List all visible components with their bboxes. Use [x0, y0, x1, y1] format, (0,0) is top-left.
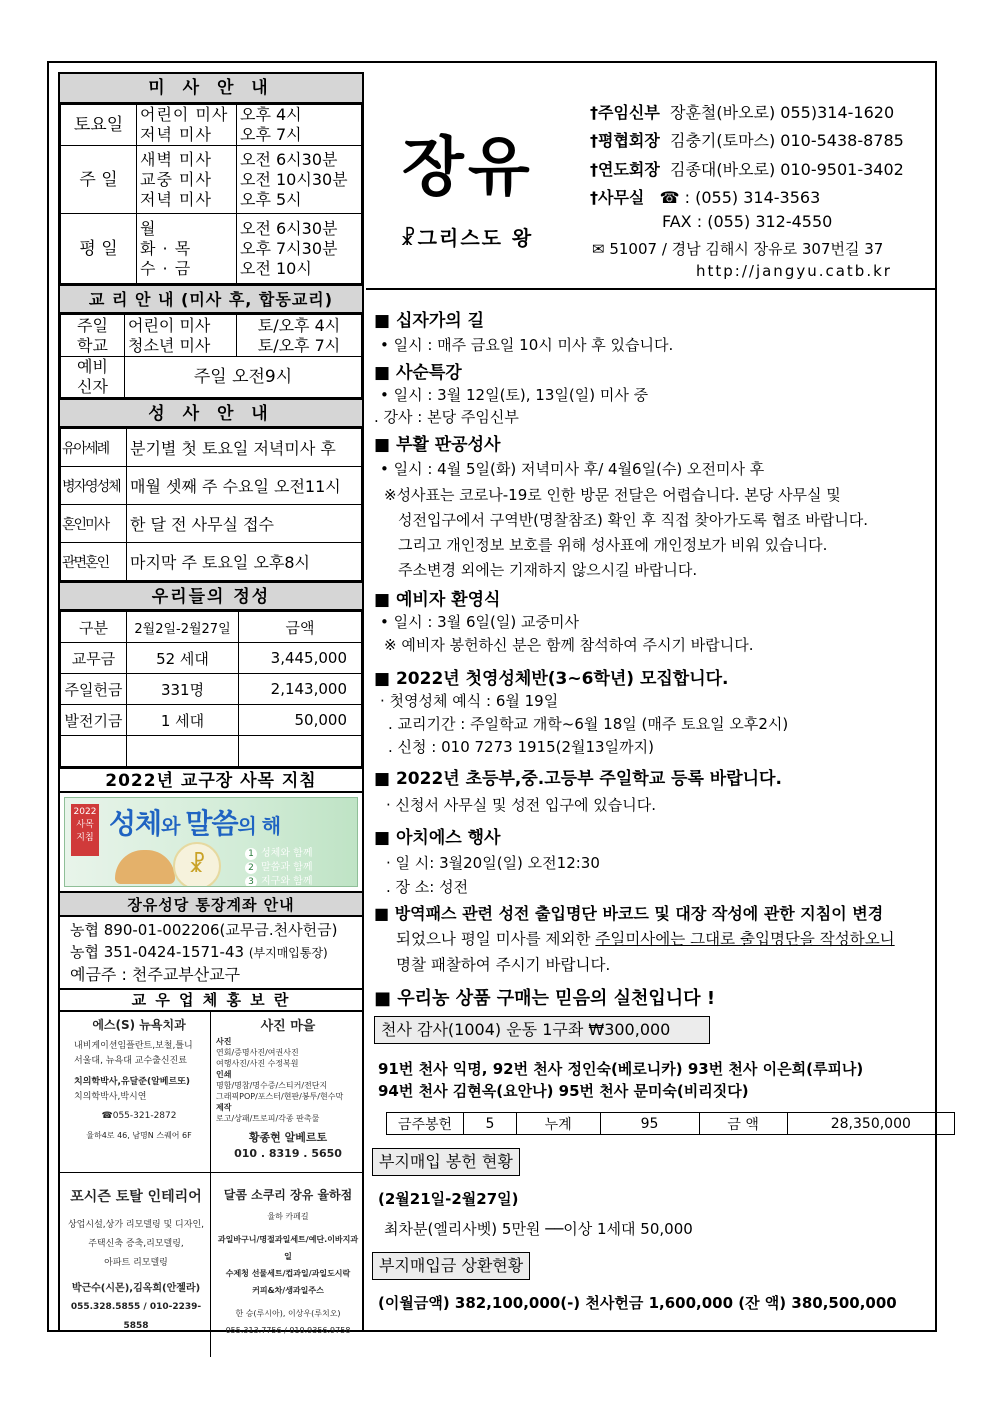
ad-dental: 에스(S) 뉴욕치과 내비게이션임플란트,보철,틀니 서울대, 뉴욕대 교수출신진료 치의학박사,유달준(알베르또) 치의학박사,박시연 ☎055-321-2872 율하4로 46, 남명N 스퀘어 6F	[74, 1018, 193, 1140]
edu-time: 토/오후 7시	[257, 335, 341, 355]
contact-role: †연도회장	[590, 160, 660, 179]
notice-heading: ■ 방역패스 관련 성전 출입명단 바코드 및 대장 작성에 관한 지침이 변경	[374, 904, 884, 923]
notice-text: · 첫영성체 예식 : 6월 19일	[380, 692, 559, 710]
notice-emphasis: 주일미사에는 그대로 출입명단을 작성하오니	[595, 930, 895, 948]
offering-cell: 주일헌금	[61, 674, 127, 705]
offering-cell: 50,000	[239, 705, 362, 736]
notice-text: . 강사 : 본당 주임신부	[374, 408, 519, 426]
pastoral-item: 지구와 함께	[261, 876, 313, 887]
mass-time: 오후 7시	[240, 125, 302, 144]
angel-donors: 91번 천사 익명, 92번 천사 정인숙(베로니카) 93번 천사 이은희(루피나)	[378, 1060, 864, 1078]
offering-cell	[239, 736, 362, 767]
offering-cell	[61, 736, 127, 767]
notice-heading: ■ 우리농 상품 구매는 믿음의 실천입니다 !	[374, 988, 716, 1009]
year-tag: 2022 사목 지침	[71, 804, 99, 856]
ads-section	[60, 1012, 362, 1357]
mass-time: 오후 7시30분	[240, 238, 338, 258]
sacrament-value: 마지막 주 토요일 오후8시	[127, 543, 362, 581]
land-donors: 최차분(엘리사벳) 5만원 ──이상 1세대 50,000	[384, 1220, 693, 1238]
offering-cell: 발전기금	[61, 705, 127, 736]
notice-heading: ■ 예비자 환영식	[374, 590, 501, 610]
offering-table	[60, 611, 362, 767]
notice-text: • 일시 : 매주 금요일 10시 미사 후 있습니다.	[380, 336, 674, 354]
land-period: (2월21일-2월27일)	[378, 1190, 519, 1208]
sacrament-value: 한 달 전 사무실 접수	[127, 505, 362, 543]
edu-key: 주일 학교	[61, 315, 125, 357]
mass-item: 어린이 미사	[140, 105, 229, 124]
sacrament-value: 매월 셋째 주 수요일 오전11시	[127, 467, 362, 505]
angel-cell: 5	[464, 1113, 517, 1135]
offering-cell: 331명	[127, 674, 239, 705]
pastoral-title: 2022년 교구장 사목 지침	[60, 767, 362, 793]
sacrament-key: 유아세례	[61, 429, 127, 467]
angel-cell: 95	[600, 1113, 699, 1135]
angel-cell: 금주봉헌	[387, 1113, 464, 1135]
angel-cell: 28,350,000	[787, 1113, 954, 1135]
contact-role: †평협회장	[590, 131, 660, 150]
notice-heading: ■ 2022년 초등부,중.고등부 주일학교 등록 바랍니다.	[374, 769, 782, 789]
left-column	[58, 72, 364, 1335]
mass-item: 교중 미사	[140, 169, 212, 189]
edu-key: 예비 신자	[61, 357, 125, 398]
notice-text: 되었으나 평일 미사를 제외한	[396, 930, 596, 948]
sacrament-title: 성 사 안 내	[60, 398, 362, 428]
notice-text: ※ 예비자 봉헌하신 분은 함께 참석하여 주시기 바랍니다.	[384, 636, 754, 654]
offering-cell: 3,445,000	[239, 643, 362, 674]
notice-text: . 교리기간 : 주일학교 개학~6월 18일 (매주 토요일 오후2시)	[388, 715, 789, 733]
account-line: 농협 890-01-002206(교무금.천사헌금)	[70, 921, 338, 939]
ad-interior: 포시즌 토탈 인테리어 상업시설,상가 리모델링 및 디자인, 주택신축 증축,리모델링, 아파트 리모델링 박근수(시몬),김옥희(안젤라) 055.328.5855 / 010-2239-5858	[67, 1189, 205, 1331]
contact-value: 김충기(토마스) 010-5438-8785	[670, 131, 904, 150]
ads-title: 교 우 업 체 홍 보 란	[60, 990, 362, 1012]
mass-item: 저녁 미사	[140, 125, 212, 144]
offering-cell: 1 세대	[127, 705, 239, 736]
contact-role: †사무실	[590, 188, 645, 207]
pastoral-item: 성체와 함께	[261, 848, 313, 859]
pastoral-item: 말씀과 함께	[261, 862, 313, 873]
notice-text: 명찰 패찰하여 주시기 바랍니다.	[396, 956, 611, 974]
notice-text: · 일 시: 3월20일(일) 오전12:30	[386, 854, 600, 872]
edu-title: 교 리 안 내 (미사 후, 합동교리)	[60, 284, 362, 314]
mass-time: 오전 6시30분	[240, 149, 338, 169]
land-repay-status: (이월금액) 382,100,000(-) 천사헌금 1,600,000 (잔 액) 380,500,000	[378, 1294, 897, 1312]
mass-day: 평 일	[61, 214, 137, 284]
edu-table	[60, 314, 362, 398]
mass-day: 주 일	[61, 146, 137, 214]
notice-text: • 일시 : 4월 5일(화) 저녁미사 후/ 4월6일(수) 오전미사 후	[380, 460, 765, 478]
notice-text: 주소변경 외에는 기재하지 않으시길 바랍니다.	[398, 561, 698, 579]
notice-text: ※성사표는 코로나-19로 인한 방문 전달은 어렵습니다. 본당 사무실 및	[384, 486, 841, 504]
offering-cell: 52 세대	[127, 643, 239, 674]
website-link[interactable]: http://jangyu.catb.kr	[696, 262, 892, 280]
land-repay-box: 부지매입금 상환현황	[372, 1252, 530, 1280]
contact-value: ☎ : (055) 314-3563	[659, 188, 821, 207]
mass-item: 화 · 목	[140, 238, 192, 258]
edu-item: 청소년 미사	[128, 335, 211, 355]
sacrament-key: 혼인미사	[61, 505, 127, 543]
mass-item: 월	[140, 218, 157, 238]
edu-time: 토/오후 4시	[257, 315, 341, 335]
fax: FAX : (055) 312-4550	[662, 212, 833, 231]
mass-time: 오후 5시	[240, 189, 302, 209]
bread-icon	[115, 850, 175, 884]
mass-time: 오전 6시30분	[240, 218, 338, 238]
angel-campaign-box: 천사 감사(1004) 운동 1구좌 ₩300,000	[374, 1016, 710, 1044]
notice-heading: ■ 2022년 첫영성체반(3~6학년) 모집합니다.	[374, 669, 729, 689]
sacrament-key: 관면혼인	[61, 543, 127, 581]
notice-heading: ■ 아치에스 행사	[374, 828, 501, 848]
account-info: 농협 890-01-002206(교무금.천사헌금) 농협 351-0424-1571-43 (부지매입통장) 예금주 : 천주교부산교구	[60, 917, 362, 990]
angel-table	[386, 1112, 955, 1135]
angel-cell: 누계	[516, 1113, 600, 1135]
angel-cell: 금 액	[699, 1113, 787, 1135]
offering-header: 2월2일-2월27일	[127, 612, 239, 643]
sacrament-table	[60, 428, 362, 581]
ad-fruit: 달콤 소쿠리 장유 율하점 율하 카페길 과일바구니/명절과일세트/예단.이바지과일 수제청 선물세트/컵과일/과일도시락 커피&차/생과일주스 한 승(루시아), 이상우(루치오) 055.313.7756 / 010.9356.9758	[217, 1188, 359, 1335]
masthead	[366, 72, 935, 290]
notice-text: 성전입구에서 구역반(명찰참조) 확인 후 직접 찾아가도록 협조 바랍니다.	[398, 511, 869, 529]
address: ✉ 51007 / 경남 김해시 장유로 307번길 37	[592, 240, 884, 258]
account-holder: 예금주 : 천주교부산교구	[70, 965, 241, 984]
mass-time: 오후 4시	[240, 105, 302, 124]
contact-role: †주임신부	[590, 103, 660, 122]
mass-table	[60, 104, 362, 284]
account-title: 장유성당 통장계좌 안내	[60, 891, 362, 917]
ad-photo: 사진 마을 사진 연회/증명사진/여권사진 여행사진/사진 수정복원 인쇄 명함/명참/명수증/스티커/전단지 그래픽POP/포스터/현판/봉투/현수막 제작 로고/상패/트로피/각종 판촉물 황종현 알베르토 010 . 8319 . 5650	[216, 1019, 344, 1160]
mass-item: 수 · 금	[140, 258, 192, 278]
notice-text: • 일시 : 3월 12일(토), 13일(일) 미사 중	[380, 386, 649, 404]
parish-logo: 장유	[402, 131, 534, 205]
contact-value: 김종대(바오로) 010-9501-3402	[670, 160, 904, 179]
offering-cell: 2,143,000	[239, 674, 362, 705]
notice-heading: ■ 사순특강	[374, 363, 462, 383]
contact-value: 장훈철(바오로) 055)314-1620	[670, 103, 895, 122]
account-line: 농협 351-0424-1571-43	[70, 943, 249, 961]
notice-heading: ■ 부활 판공성사	[374, 435, 501, 455]
feast-subtitle: ☧그리스도 왕	[400, 226, 534, 250]
mass-day: 토요일	[61, 105, 137, 146]
mass-title: 미 사 안 내	[60, 74, 362, 104]
pastoral-banner: 2022 사목 지침 성체와 말씀의 해 ☧ 1 성체와 함께 2 말씀과 함께 3 지구와 함께	[64, 797, 358, 887]
mass-item: 저녁 미사	[140, 189, 212, 209]
angel-donors: 94번 천사 김현옥(요안나) 95번 천사 문미숙(비리짓다)	[378, 1082, 749, 1100]
notice-heading: ■ 십자가의 길	[374, 311, 485, 331]
mass-time: 오전 10시	[240, 258, 312, 278]
right-column	[366, 72, 935, 1330]
edu-value: 주일 오전9시	[125, 357, 362, 398]
notice-text: . 신청 : 010 7273 1915(2월13일까지)	[388, 738, 654, 756]
sacrament-key: 병자영성체	[61, 467, 127, 505]
mass-time: 오전 10시30분	[240, 169, 348, 189]
notice-text: 그리고 개인정보 보호를 위해 성사표에 개인정보가 비워 있습니다.	[398, 536, 828, 554]
offering-cell	[127, 736, 239, 767]
land-offering-box: 부지매입 봉헌 현황	[372, 1148, 520, 1176]
offering-cell: 교무금	[61, 643, 127, 674]
chi-rho-icon: ☧	[173, 842, 221, 887]
banner-title: 성체와 말씀의 해	[109, 807, 281, 840]
sacrament-value: 분기별 첫 토요일 저녁미사 후	[127, 429, 362, 467]
offering-header: 구분	[61, 612, 127, 643]
notice-text: . 장 소: 성전	[386, 878, 469, 896]
edu-item: 어린이 미사	[128, 315, 211, 335]
mass-item: 새벽 미사	[140, 149, 212, 169]
offering-title: 우리들의 정성	[60, 581, 362, 611]
notice-text: · 신청서 사무실 및 성전 입구에 있습니다.	[386, 796, 656, 814]
offering-header: 금액	[239, 612, 362, 643]
notice-text: • 일시 : 3월 6일(일) 교중미사	[380, 613, 579, 631]
